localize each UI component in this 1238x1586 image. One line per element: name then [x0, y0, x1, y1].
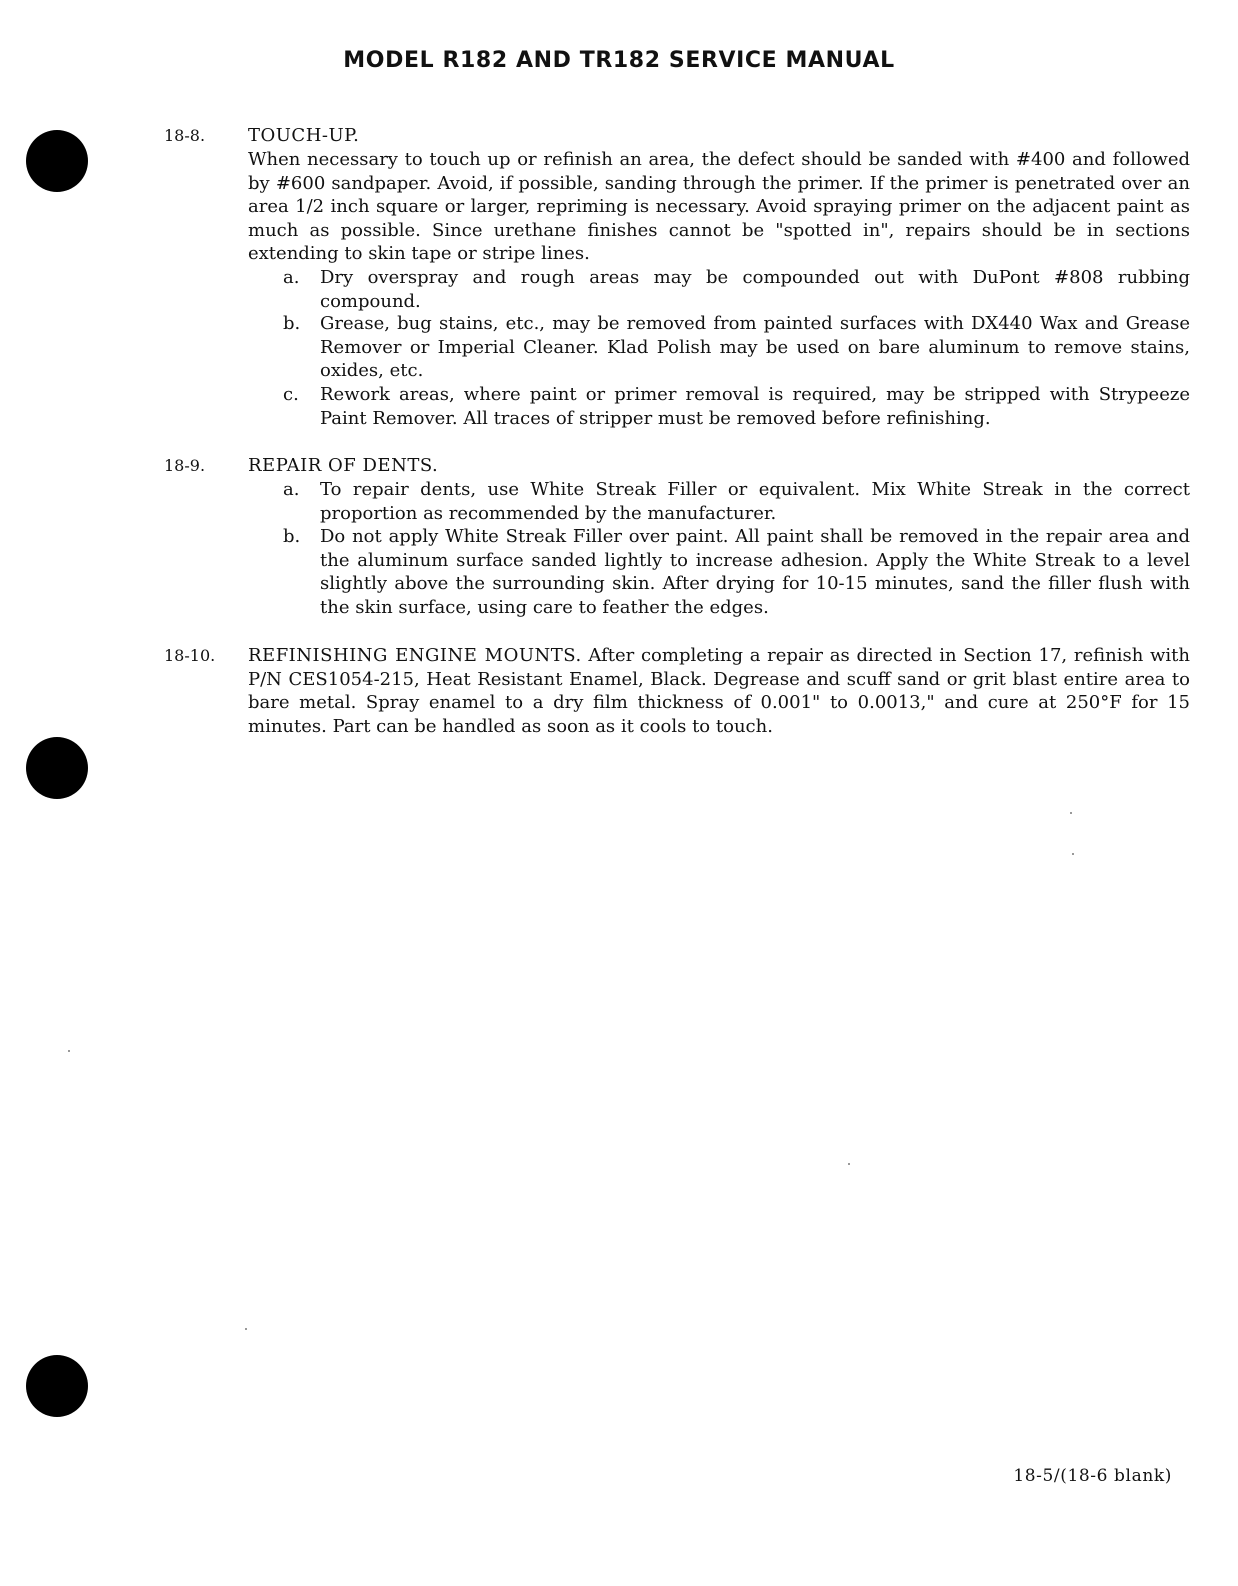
list-item-text: Grease, bug stains, etc., may be removed from painted surfaces with DX440 Wax and Grease Remover or Imperial Cleaner. Klad Polish may be used on bare aluminum to remove stains, oxides, etc.	[320, 313, 1190, 381]
scan-speck	[245, 1328, 247, 1330]
binder-hole-top	[26, 130, 88, 192]
binder-hole-bottom	[26, 1355, 88, 1417]
section-title: REFINISHING ENGINE MOUNTS.	[248, 645, 582, 666]
list-item-text: To repair dents, use White Streak Filler or equivalent. Mix White Streak in the correct proportion as recommended by the manufacturer.	[320, 479, 1190, 524]
scan-speck	[848, 1163, 850, 1165]
page-number: 18-5/(18-6 blank)	[1013, 1466, 1172, 1486]
section-number: 18-9.	[164, 456, 206, 475]
section-number: 18-8.	[164, 126, 206, 145]
list-item-label: b.	[283, 313, 301, 334]
list-item-label: a.	[283, 479, 300, 500]
scan-speck	[68, 1050, 70, 1052]
section-body	[248, 644, 1190, 738]
binder-hole-middle	[26, 737, 88, 799]
page-title: MODEL R182 AND TR182 SERVICE MANUAL	[343, 48, 895, 73]
section-title: REPAIR OF DENTS.	[248, 455, 439, 476]
list-item-text: Do not apply White Streak Filler over paint. All paint shall be removed in the repair area and the aluminum surface sanded lightly to increase adhesion. Apply the White Streak to a level slightly above the surrounding skin. After drying for 10-15 minutes, sand the filler flush with the skin surface, using care to feather the edges.	[320, 526, 1190, 618]
list-item-text: Rework areas, where paint or primer removal is required, may be stripped with Strypeeze Paint Remover. All traces of stripper must be removed before refinishing.	[320, 384, 1190, 429]
list-item-label: b.	[283, 526, 301, 547]
section-title: TOUCH-UP.	[248, 125, 360, 146]
scan-speck	[1072, 853, 1074, 855]
list-item-label: a.	[283, 267, 300, 288]
section-text: After completing a repair as directed in Section 17, refinish with P/N CES1054-215, Heat Resistant Enamel, Black. Degrease and scuff sand or grit blast entire area to bare metal. Spray enamel to a dry film thickness of 0.001" to 0.0013," and cure at 250°F for 15 minutes. Part can be handled as soon as it cools to touch.	[248, 645, 1190, 737]
list-item-text: Dry overspray and rough areas may be compounded out with DuPont #808 rubbing compound.	[320, 267, 1190, 312]
section-number: 18-10.	[164, 646, 216, 665]
section-intro: When necessary to touch up or refinish an area, the defect should be sanded with #400 and followed by #600 sandpaper. Avoid, if possible, sanding through the primer. If the primer is penetrated over an area 1/2 inch square or larger, repriming is necessary. Avoid spraying primer on the adjacent paint as much as possible. Since urethane finishes cannot be "spotted in", repairs should be in sections extending to skin tape or stripe lines.	[248, 149, 1190, 264]
scan-speck	[1070, 812, 1072, 814]
list-item-label: c.	[283, 384, 299, 405]
